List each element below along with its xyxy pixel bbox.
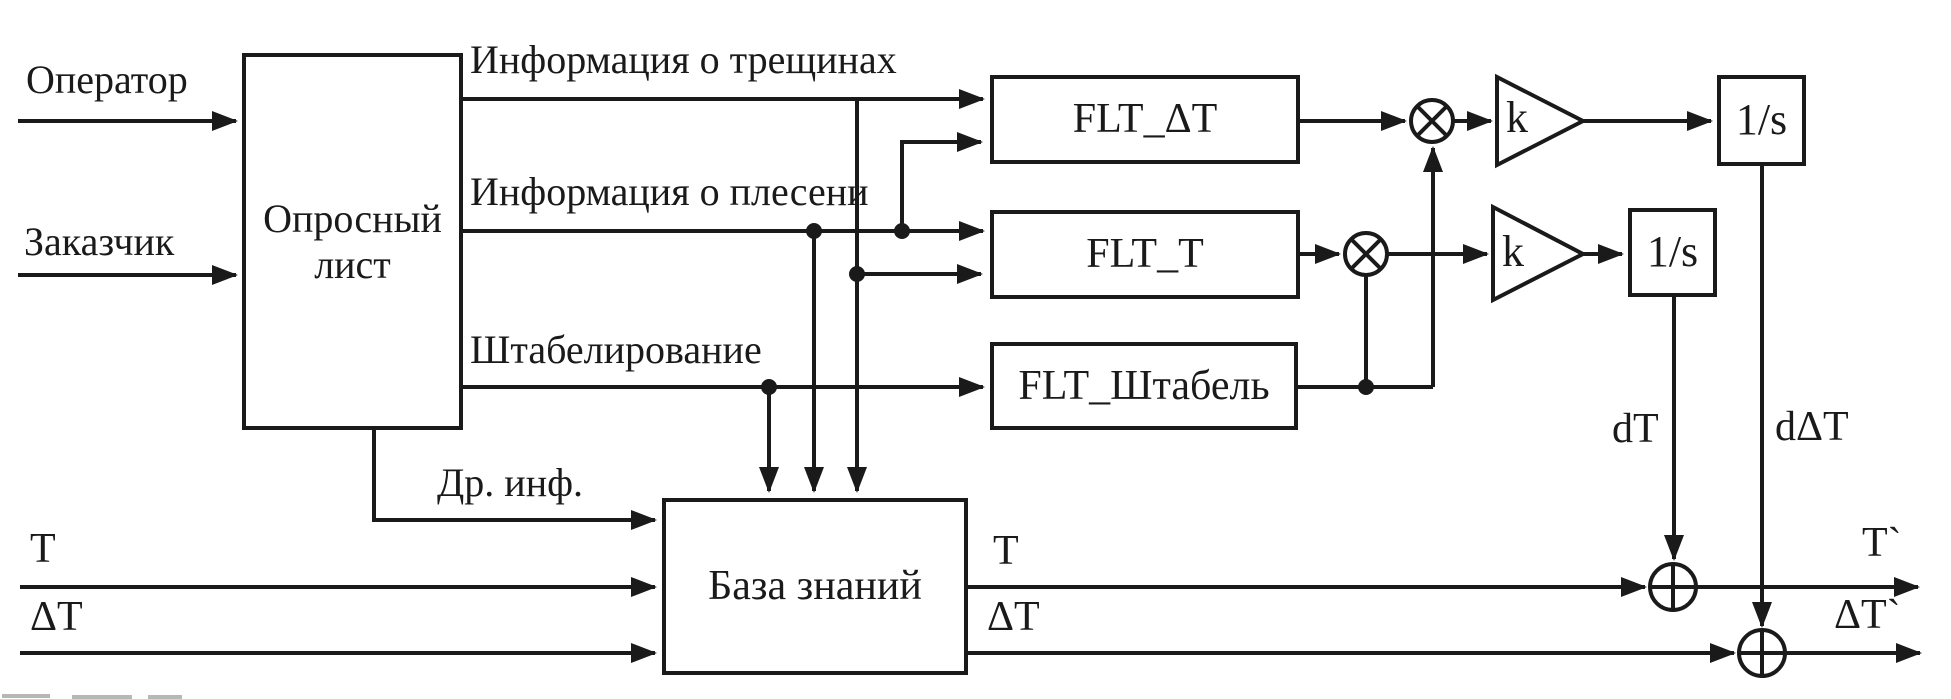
d-delta-t-label: dΔT	[1775, 404, 1849, 450]
d-t-label: dT	[1612, 406, 1659, 452]
junction-mold-up	[894, 223, 910, 239]
flt-t-label: FLT_T	[1086, 231, 1204, 278]
summer-t	[1650, 564, 1696, 610]
knowledge-base-box	[662, 498, 968, 675]
flt-delta-t-box	[990, 75, 1300, 164]
other-info-label: Др. инф.	[437, 460, 584, 505]
junction-mold-down	[806, 223, 822, 239]
junction-stacking	[761, 379, 777, 395]
delta-t-input-label: ΔT	[30, 594, 83, 640]
summer-delta-t	[1739, 630, 1785, 676]
delta-t-mid-label: ΔT	[987, 594, 1040, 640]
knowledge-base-label: База знаний	[708, 563, 922, 610]
mold-branch-to-flt-dt	[902, 142, 981, 231]
delta-t-prime-label: ΔT`	[1834, 592, 1901, 638]
questionnaire-box-label: Опросный лист	[263, 195, 442, 287]
gain-2-label: k	[1502, 227, 1524, 276]
flt-stack-box	[990, 342, 1298, 430]
flt-delta-t-label: FLT_ΔT	[1072, 96, 1218, 143]
flt-stack-label: FLT_Штабель	[1018, 362, 1270, 409]
integrator-2-box	[1628, 208, 1717, 297]
junction-stack-output	[1358, 379, 1374, 395]
junction-cracks-flt-t	[849, 266, 865, 282]
operator-label: Оператор	[26, 57, 188, 102]
t-prime-label: T`	[1862, 520, 1902, 566]
integrator-1-label: 1/s	[1735, 95, 1788, 145]
gain-1-label: k	[1506, 93, 1528, 142]
multiplier-1	[1411, 100, 1453, 142]
t-mid-label: T	[993, 528, 1019, 574]
questionnaire-box	[242, 53, 463, 430]
t-input-label: T	[30, 526, 56, 572]
integrator-2-label: 1/s	[1646, 227, 1699, 277]
cracks-label: Информация о трещинах	[470, 37, 897, 82]
integrator-1-box	[1717, 75, 1806, 166]
flt-t-box	[990, 210, 1300, 299]
mold-label: Информация о плесени	[470, 169, 869, 214]
multiplier-2	[1345, 233, 1387, 275]
customer-label: Заказчик	[24, 219, 175, 264]
stacking-label: Штабелирование	[470, 327, 762, 372]
